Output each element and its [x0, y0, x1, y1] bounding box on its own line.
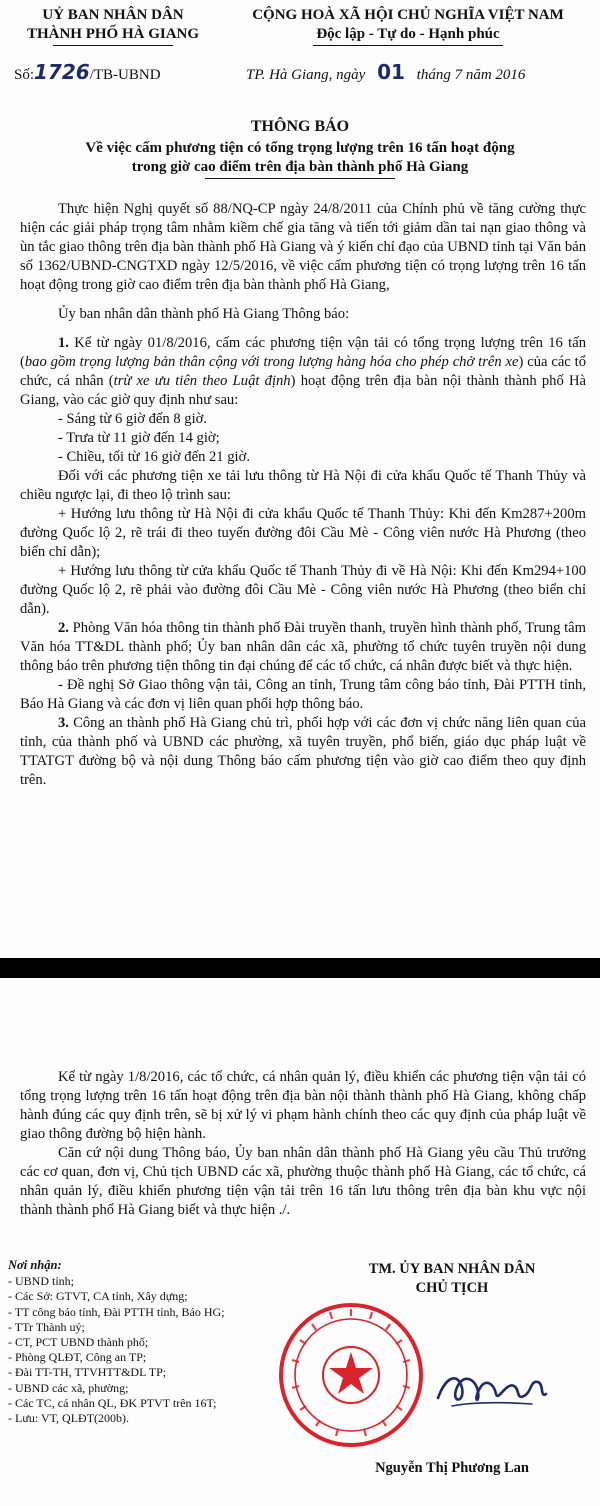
agency-underline: [53, 45, 173, 46]
place-date-prefix: TP. Hà Giang, ngày: [246, 67, 366, 83]
doc-no-handwritten: 1726: [34, 60, 90, 84]
doc-no-suffix: /TB-UBND: [89, 67, 161, 83]
recipients-heading: Nơi nhận:: [8, 1258, 62, 1272]
handwritten-signature-icon: [432, 1358, 552, 1418]
recipient-item: - Đài TT-TH, TTVHTT&DL TP;: [8, 1365, 167, 1380]
notice-body-part-1: [20, 200, 586, 790]
recipient-item: - UBND các xã, phường;: [8, 1380, 129, 1395]
place-date-suffix: tháng 7 năm 2016: [416, 67, 526, 83]
clause-1-text-b: ) của các tổ chức, cá nhân (: [20, 354, 587, 389]
national-heading: [222, 6, 594, 46]
document-page-2: [0, 978, 600, 1506]
motto: Độc lập - Tự do - Hạnh phúc: [316, 26, 500, 42]
recipient-item: - UBND tỉnh;: [8, 1274, 74, 1289]
signer-role: CHỦ TỊCH: [415, 1280, 489, 1296]
signing-authority: TM. ỦY BAN NHÂN DÂN: [368, 1261, 536, 1277]
route-2: + Hướng lưu thông từ cửa khẩu Quốc tế Thanh Thủy đi về Hà Nội: Khi đến Km294+100 đường Quốc lộ 2, rẽ phải vào đường đôi Cầu Mè - Công viên nước Hà Phương (theo biển chỉ dẫn).: [20, 563, 586, 617]
recipient-item: - Lưu: VT, QLĐT(200b).: [8, 1411, 130, 1426]
doc-no-prefix: Số:: [14, 67, 35, 83]
announce-paragraph: Ủy ban nhân dân thành phố Hà Giang Thông báo:: [58, 306, 350, 322]
route-1: + Hướng lưu thông từ Hà Nội đi cửa khẩu Quốc tế Thanh Thủy: Khi đến Km287+200m đường Quốc lộ 2, rẽ trái đi theo tuyến đường đôi Cầu Mè - Công viên nước Hà Phương (theo biển chỉ dẫn);: [20, 506, 586, 560]
page-separator: [0, 958, 600, 978]
intro-paragraph: Thực hiện Nghị quyết số 88/NQ-CP ngày 24/8/2011 của Chính phủ về tăng cường thực hiện các giải pháp trọng tâm nhằm kiềm chế gia tăng và tiến tới giảm dần tai nạn giao thông và ùn tắc giao thông trên địa bàn thành phố Hà Giang và ý kiến chỉ đạo của UBND tỉnh tại Văn bản số 1362/UBND-CNGTXD ngày 12/5/2016, về việc cấm phương tiện có trọng lượng trên 16 tấn hoạt động trong giờ cao điểm trên địa bàn thành phố Hà Giang,: [20, 201, 586, 293]
official-seal-icon: [276, 1300, 426, 1450]
agency-line-2: THÀNH PHỐ HÀ GIANG: [26, 26, 200, 42]
clause-1-text-a: Kể từ ngày 01/8/2016, cấm các phương tiện vận tải có tổng trọng lượng trên 16 tấn (: [20, 335, 586, 370]
signature-block: [312, 1260, 592, 1476]
clause-2-text: Phòng Văn hóa thông tin thành phố Đài truyền thanh, truyền hình thành phố, Trung tâm Văn hóa TT&DL thành phố; Ủy ban nhân dân các xã, phường tổ chức tuyên truyền nội dung thông báo trên phương tiện thông tin đại chúng để các tổ chức, cá nhân được biết và thực hiện.: [20, 620, 586, 674]
document-title: THÔNG BÁO: [250, 118, 350, 135]
clause-2-extra: - Đề nghị Sở Giao thông vận tải, Công an tỉnh, Trung tâm công báo tỉnh, Đài PTTH tỉnh, Báo Hà Giang và các đơn vị liên quan phối hợp thông báo.: [20, 677, 586, 712]
time-window-1: - Sáng từ 6 giờ đến 8 giờ.: [58, 411, 208, 427]
agency-line-1: UỶ BAN NHÂN DÂN: [42, 7, 184, 23]
clause-3-text: Công an thành phố Hà Giang chủ trì, phối hợp với các đơn vị chức năng liên quan của tỉnh, của thành phố và UBND các phường, xã tuyên truyền, phổ biến, giáo dục pháp luật về TTATGT đường bộ và nội dung Thông báo cấm phương tiện vào giờ cao điểm theo quy định trên.: [20, 715, 586, 788]
time-window-3: - Chiều, tối từ 16 giờ đến 21 giờ.: [58, 449, 250, 465]
recipient-item: - TT công báo tỉnh, Đài PTTH tỉnh, Báo HG;: [8, 1304, 225, 1319]
closing-paragraph: Căn cứ nội dung Thông báo, Ủy ban nhân dân thành phố Hà Giang yêu cầu Thủ trưởng các cơ quan, đơn vị, Chủ tịch UBND các xã, phường thuộc thành phố Hà Giang, các tổ chức, cá nhân quản lý, điều khiển phương tiện vận tải trên 16 tấn lưu thông trên địa bàn khu vực nội thành thành phố Hà Giang biết và thực hiện ./.: [20, 1145, 586, 1218]
place-and-date: [246, 60, 525, 84]
clause-1-italic-a: bao gồm trọng lượng bản thân cộng với trong lượng hàng hóa cho phép chở trên xe: [24, 354, 519, 370]
recipient-item: - Các TC, cá nhân QL, ĐK PTVT trên 16T;: [8, 1395, 217, 1410]
clause-1: [20, 334, 586, 410]
subject-underline: [205, 178, 395, 179]
recipient-item: - CT, PCT UBND thành phố;: [8, 1335, 149, 1350]
document-subject: [30, 139, 570, 179]
signer-name: Nguyễn Thị Phương Lan: [375, 1460, 529, 1476]
time-window-2: - Trưa từ 11 giờ đến 14 giờ;: [58, 430, 220, 446]
clause-3-number: 3.: [58, 715, 69, 731]
country-line: CỘNG HOÀ XÃ HỘI CHỦ NGHĨA VIỆT NAM: [252, 7, 564, 23]
clause-1-number: 1.: [58, 335, 69, 351]
document-number: [14, 60, 161, 84]
recipient-item: - TTr Thành uỷ;: [8, 1319, 85, 1334]
recipients-list: [8, 1258, 298, 1426]
route-intro: Đối với các phương tiện xe tải lưu thông từ Hà Nội đi cửa khẩu Quốc tế Thanh Thủy và chiều ngược lại, đi theo lộ trình sau:: [20, 468, 586, 503]
subject-line-2: trong giờ cao điểm trên địa bàn thành phố Hà Giang: [131, 159, 469, 175]
notice-body-part-2: [20, 996, 586, 1220]
clause-2: [20, 619, 586, 676]
day-handwritten: 01: [377, 60, 405, 84]
recipient-item: - Phòng QLĐT, Công an TP;: [8, 1350, 147, 1365]
clause-1-italic-b: trừ xe ưu tiên theo Luật định: [113, 373, 291, 389]
clause-3: [20, 714, 586, 790]
enforcement-paragraph: Kể từ ngày 1/8/2016, các tổ chức, cá nhân quản lý, điều khiển các phương tiện vận tải có tổng trọng lượng trên 16 tấn hoạt động trên địa bàn nội thành thành phố Hà Giang, không chấp hành đúng các quy định trên, sẽ bị xử lý vi phạm hành chính theo các quy định của pháp luật về giao thông đường bộ hiện hành.: [20, 1069, 586, 1142]
motto-underline: [313, 45, 503, 46]
clause-1-text-c: ) hoạt động trên địa bàn nội thành thành phố Hà Giang, vào các giờ quy định như sau:: [20, 373, 586, 408]
recipient-item: - Các Sở: GTVT, CA tỉnh, Xây dựng;: [8, 1289, 188, 1304]
clause-2-number: 2.: [58, 620, 69, 636]
issuing-agency: [8, 6, 218, 46]
subject-line-1: Về việc cấm phương tiện có tổng trọng lượng trên 16 tấn hoạt động: [85, 140, 515, 156]
